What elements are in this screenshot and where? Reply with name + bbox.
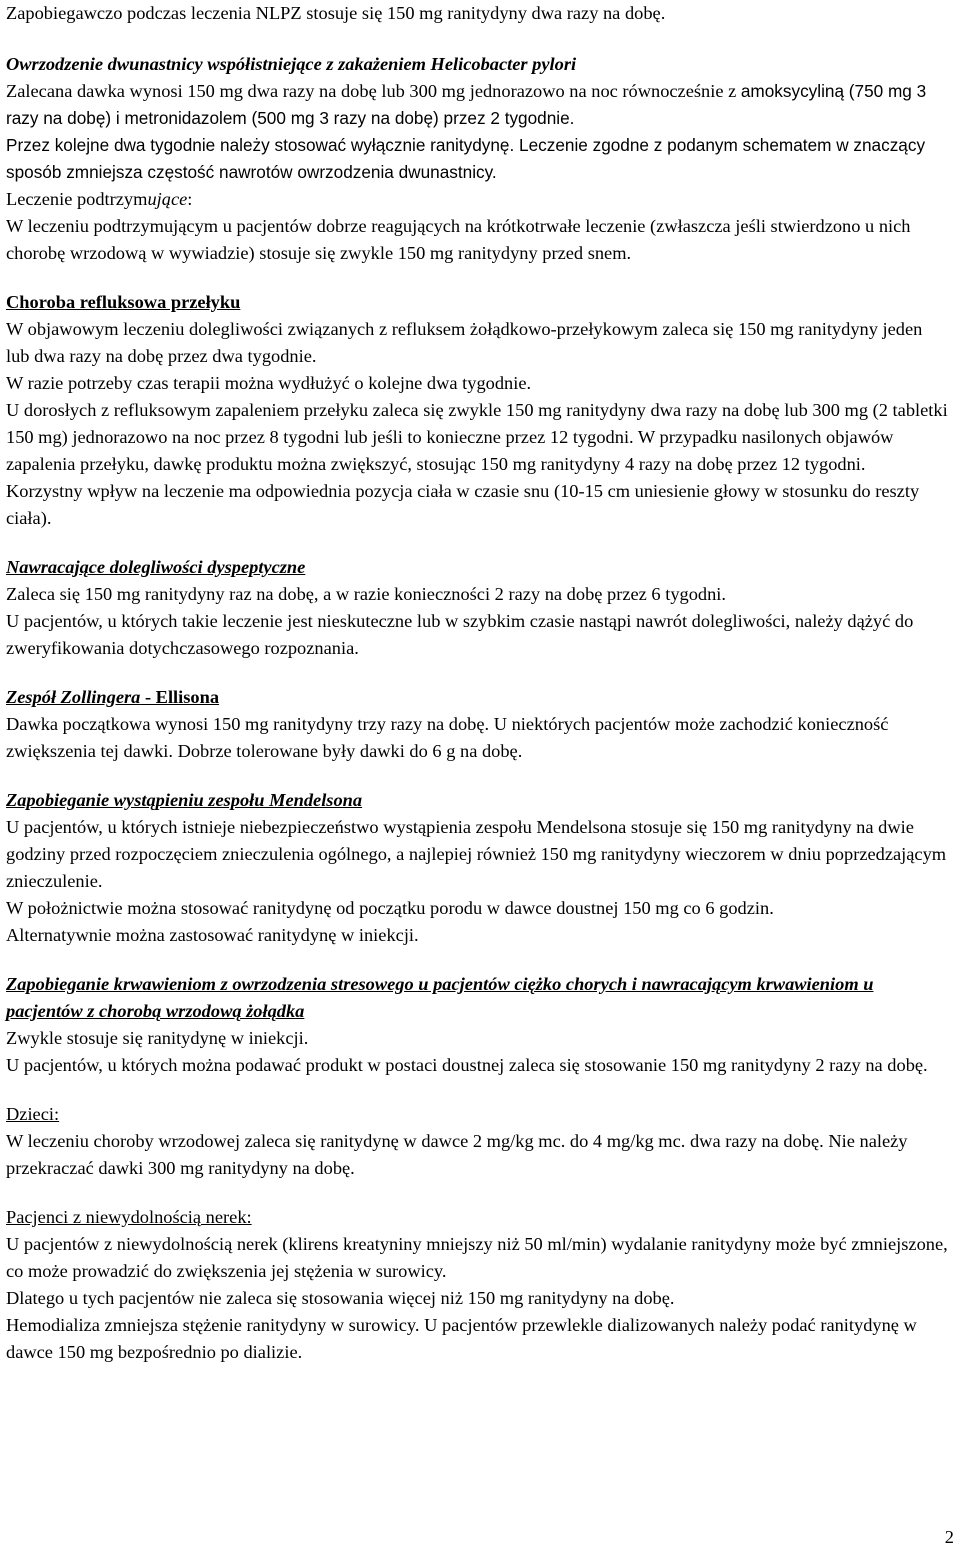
maintenance-label [6,186,948,213]
bleeding-heading: Zapobieganie krwawieniom z owrzodzenia stresowego u pacjentów ciężko chorych i nawracającym krwawieniom u pacjentów z chorobą wrzodową żołądka [6,974,874,1021]
helicobacter-followup-paragraph [6,132,948,186]
kidney-heading: Pacjenci z niewydolnością nerek: [6,1207,252,1227]
gerd-paragraph-2: W razie potrzeby czas terapii można wydłużyć o kolejne dwa tygodnie. [6,373,532,393]
dyspepsia-section [6,554,948,662]
zollinger-section [6,684,948,765]
maintenance-paragraph: W leczeniu podtrzymującym u pacjentów dobrze reagujących na krótkotrwałe leczenie (zwłaszcza jeśli stwierdzono u nich chorobę wrzodową w wywiadzie) stosuje się zwykle 150 mg ranitydyny przed snem. [6,216,911,263]
kidney-paragraph-2: Dlatego u tych pacjentów nie zaleca się stosowania więcej niż 150 mg ranitydyny na dobę. [6,1288,675,1308]
children-paragraph: W leczeniu choroby wrzodowej zaleca się ranitydynę w dawce 2 mg/kg mc. do 4 mg/kg mc. dwa razy na dobę. Nie należy przekraczać dawki 300 mg ranitydyny na dobę. [6,1131,908,1178]
dyspepsia-paragraph-1: Zaleca się 150 mg ranitydyny raz na dobę, a w razie konieczności 2 razy na dobę przez 6 tygodni. [6,584,727,604]
maintenance-label-part-b: ujące [147,189,188,209]
bleeding-paragraph-2: U pacjentów, u których można podawać produkt w postaci doustnej zaleca się stosowanie 150 mg ranitydyny 2 razy na dobę. [6,1055,928,1075]
children-heading: Dzieci: [6,1104,60,1124]
kidney-paragraph-3: Hemodializa zmniejsza stężenie ranitydyny w surowicy. U pacjentów przewlekle dializowanych należy podać ranitydynę w dawce 150 mg bezpośrednio po dializie. [6,1315,917,1362]
helicobacter-followup-text: Przez kolejne dwa tygodnie należy stosować wyłącznie ranitydynę. [6,135,515,155]
mendelson-paragraph-1: U pacjentów, u których istnieje niebezpieczeństwo wystąpienia zespołu Mendelsona stosuje się 150 mg ranitydyny na dwie godziny przed rozpoczęciem znieczulenia ogólnego, a najlepiej również 150 mg ranitydyny wieczorem w dniu poprzedzającym znieczulenie. [6,817,947,891]
helicobacter-heading: Owrzodzenie dwunastnicy współistniejące z zakażeniem Helicobacter pylori [6,54,577,74]
mendelson-paragraph-2: W położnictwie można stosować ranitydynę od początku porodu w dawce doustnej 150 mg co 6 godzin. [6,898,774,918]
kidney-paragraph-1: U pacjentów z niewydolnością nerek (klirens kreatyniny mniejszy niż 50 ml/min) wydalanie ranitydyny może być zmniejszone, co może prowadzić do zwiększenia jej stężenia w surowicy. [6,1234,948,1281]
gerd-heading: Choroba refluksowa przełyku [6,292,241,312]
helicobacter-section [6,51,948,267]
intro-paragraph: Zapobiegawczo podczas leczenia NLPZ stosuje się 150 mg ranitydyny dwa razy na dobę. [6,3,666,23]
helicobacter-dose-text-cont: amoksycyliną (750 mg 3 razy na dobę) i metronidazolem (500 mg 3 razy na dobę) przez 2 tygodnie. [6,81,927,128]
helicobacter-dose-paragraph [6,78,948,132]
zollinger-heading-part-b: - Ellisona [140,687,220,707]
mendelson-heading: Zapobieganie wystąpieniu zespołu Mendelsona [6,790,363,810]
intro-section [6,0,948,27]
kidney-section [6,1204,948,1366]
dyspepsia-paragraph-2: U pacjentów, u których takie leczenie jest nieskuteczne lub w szybkim czasie nastąpi nawrót dolegliwości, należy dążyć do zweryfikowania dotychczasowego rozpoznania. [6,611,914,658]
gerd-section [6,289,948,532]
zollinger-heading [6,684,948,711]
helicobacter-followup-text-cont: Leczenie zgodne z podanym schematem w znaczący sposób zmniejsza częstość nawrotów owrzodzenia dwunastnicy. [6,135,926,182]
bleeding-section [6,971,948,1079]
zollinger-paragraph: Dawka początkowa wynosi 150 mg ranitydyny trzy razy na dobę. U niektórych pacjentów może zachodzić konieczność zwiększenia tej dawki. Dobrze tolerowane były dawki do 6 g na dobę. [6,714,889,761]
maintenance-label-part-a: Leczenie podtrzym [6,189,148,209]
mendelson-section [6,787,948,949]
dyspepsia-heading: Nawracające dolegliwości dyspeptyczne [6,557,306,577]
children-section [6,1101,948,1182]
mendelson-paragraph-3: Alternatywnie można zastosować ranitydynę w iniekcji. [6,925,419,945]
zollinger-heading-part-a: Zespół Zollingera [6,687,141,707]
helicobacter-dose-text: Zalecana dawka wynosi 150 mg dwa razy na dobę lub 300 mg jednorazowo na noc równocześnie z [6,81,737,101]
gerd-paragraph-1: W objawowym leczeniu dolegliwości związanych z refluksem żołądkowo-przełykowym zaleca się 150 mg ranitydyny jeden lub dwa razy na dobę przez dwa tygodnie. [6,319,923,366]
maintenance-label-part-c: : [187,189,193,209]
page-number: 2 [944,1527,954,1547]
gerd-paragraph-3: U dorosłych z refluksowym zapaleniem przełyku zaleca się zwykle 150 mg ranitydyny dwa razy na dobę lub 300 mg (2 tabletki 150 mg) jednorazowo na noc przez 8 tygodni lub jeśli to konieczne przez 12 tygodni. W przypadku nasilonych objawów zapalenia przełyku, dawkę produktu można zwiększyć, stosując 150 mg ranitydyny 4 razy na dobę przez 12 tygodni. [6,400,948,474]
bleeding-paragraph-1: Zwykle stosuje się ranitydynę w iniekcji. [6,1028,309,1048]
gerd-paragraph-4: Korzystny wpływ na leczenie ma odpowiednia pozycja ciała w czasie snu (10-15 cm uniesienie głowy w stosunku do reszty ciała). [6,481,920,528]
